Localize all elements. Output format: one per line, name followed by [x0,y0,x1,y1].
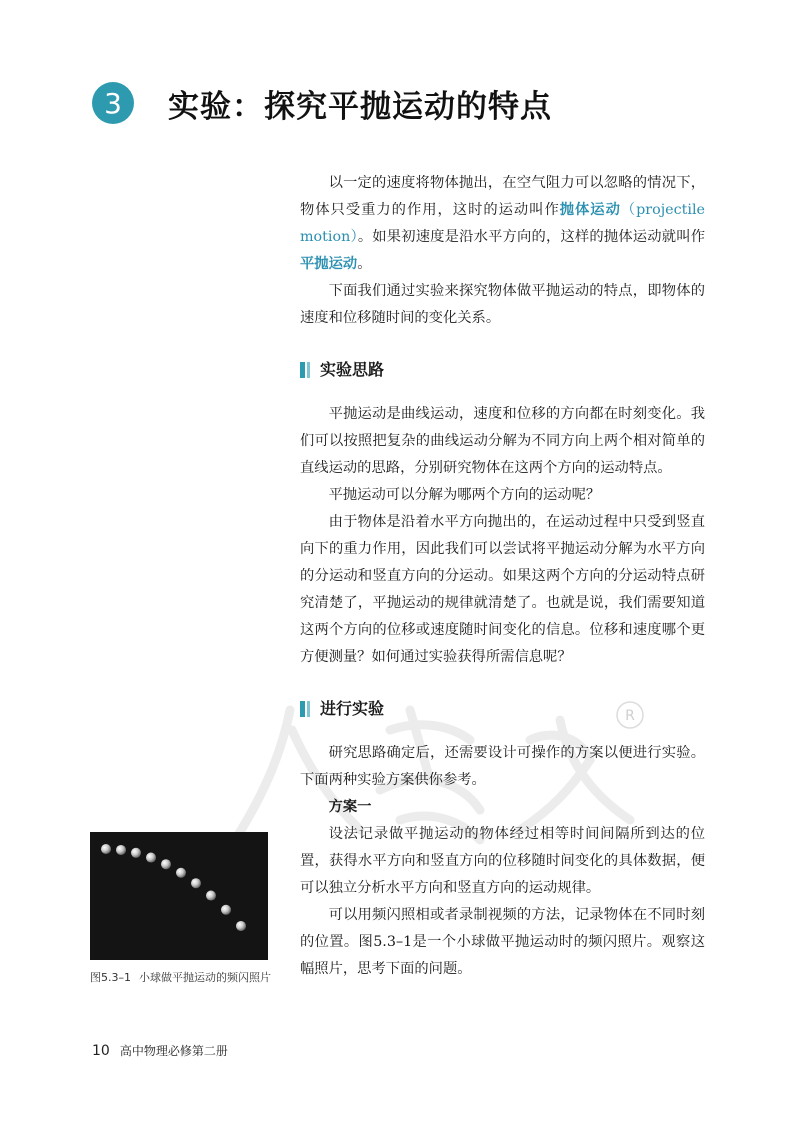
page-footer [92,1042,228,1059]
experiment-paragraph-3: 可以用频闪照相或者录制视频的方法，记录物体在不同时刻的位置。图5.3–1是一个小球做平抛运动时的频闪照片。观察这幅照片，思考下面的问题。 [300,907,705,977]
term-projectile-motion-en: （projectile motion） [300,202,705,245]
section-number-badge: 3 [92,82,134,124]
ball-position [206,891,216,901]
experiment-paragraph-1: 研究思路确定后，还需要设计可操作的方案以便进行实验。下面两种实验方案供你参考。 [300,745,705,788]
strobe-photo-ball [90,832,268,960]
figure-caption [90,968,275,988]
term-horizontal-projectile: 平抛运动 [300,256,358,272]
ball-position [236,921,246,931]
idea-paragraph-3: 由于物体是沿着水平方向抛出的，在运动过程中只受到竖直向下的重力作用，因此我们可以尝试将平抛运动分解为水平方向的分运动和竖直方向的分运动。如果这两个方向的分运动特点研究清楚了，平抛运动的规律就清楚了。也就是说，我们需要知道这两个方向的位移或速度随时间变化的信息。位移和速度哪个更方便测量？如何通过实验获得所需信息呢？ [300,514,705,665]
ball-position [161,859,171,869]
idea-paragraph-1: 平抛运动是曲线运动，速度和位移的方向都在时刻变化。我们可以按照把复杂的曲线运动分解为不同方向上两个相对简单的直线运动的思路，分别研究物体在这两个方向的运动特点。 [300,406,705,476]
term-projectile-motion: 抛体运动 [559,202,621,218]
plan-one-label: 方案一 [328,799,372,815]
section-header [92,80,552,126]
intro-paragraph-2: 下面我们通过实验来探究物体做平抛运动的特点，即物体的速度和位移随时间的变化关系。 [300,283,705,326]
ball-position [176,868,186,878]
ball-position [191,878,201,888]
section-bar-icon [300,362,310,378]
figure-caption-text: 小球做平抛运动的频闪照片 [139,971,271,984]
ball-position [146,853,156,863]
ball-position [101,844,111,854]
main-content [300,170,705,983]
ball-position [221,905,231,915]
book-title: 高中物理必修第二册 [119,1044,228,1058]
figure-label: 图5.3–1 [90,971,131,984]
section-title: 实验：探究平抛运动的特点 [168,88,552,125]
experiment-paragraph-2: 设法记录做平抛运动的物体经过相等时间间隔所到达的位置，获得水平方向和竖直方向的位移随时间变化的具体数据，便可以独立分析水平方向和竖直方向的运动规律。 [300,826,705,896]
ball-position [131,848,141,858]
subheading-conduct-experiment: 进行实验 [300,695,705,722]
subheading-experiment-idea: 实验思路 [300,356,705,383]
svg-text:R: R [625,708,635,724]
page-number: 10 [92,1043,110,1059]
idea-paragraph-2: 平抛运动可以分解为哪两个方向的运动呢？ [328,487,601,503]
intro-paragraph-1: 以一定的速度将物体抛出，在空气阻力可以忽略的情况下，物体只受重力的作用，这时的运动叫作抛体运动（projectile motion）。如果初速度是沿水平方向的，这样的抛体运动就叫作平抛运动。 [300,175,706,272]
section-bar-icon [300,701,310,717]
ball-position [116,845,126,855]
